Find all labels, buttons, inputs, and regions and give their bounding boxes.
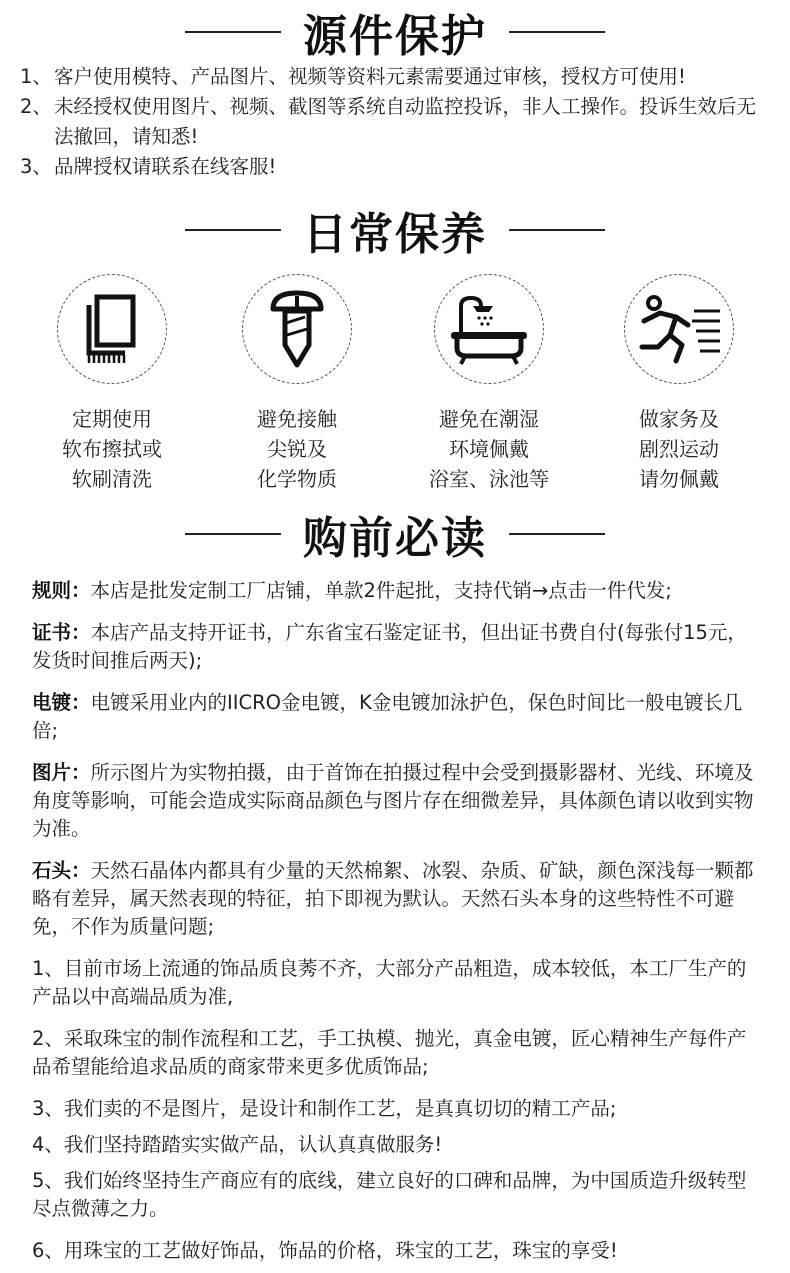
- notice-pictures: [32, 759, 762, 843]
- section-title-care: [0, 200, 790, 260]
- notice-point: 6、用珠宝的工艺做好饰品，饰品的价格，珠宝的工艺，珠宝的享受!: [32, 1239, 618, 1262]
- section-title-text: 购前必读: [303, 513, 487, 564]
- care-line: 避免接触: [257, 407, 337, 431]
- notice-point: 1、目前市场上流通的饰品质良莠不齐，大部分产品粗造，成本较低，本工厂生产的产品以中高端品质为准,: [32, 957, 747, 1008]
- care-icon-circle: [57, 274, 167, 384]
- care-line: 浴室、泳池等: [429, 467, 549, 491]
- bathtub-icon: [447, 292, 531, 366]
- running-person-icon: [634, 291, 724, 367]
- notice-text: 所示图片为实物拍摄，由于首饰在拍摄过程中会受到摄影器材、光线、环境及角度等影响，可能会造成实际商品颜色与图片存在细微差异，具体颜色请以收到实物为准。: [32, 761, 754, 840]
- care-icon-circle: [624, 274, 734, 384]
- care-line: 软布擦拭或: [62, 437, 162, 461]
- item-number: 1、: [20, 65, 52, 88]
- care-item-exercise: [594, 274, 764, 494]
- care-line: 定期使用: [72, 407, 152, 431]
- notice-label: 图片：: [32, 761, 91, 784]
- section-title-notice: [0, 504, 790, 564]
- care-line: 软刷清洗: [72, 467, 152, 491]
- item-text: 客户使用模特、产品图片、视频等资料元素需要通过审核，授权方可使用!: [54, 65, 686, 88]
- notice-text: 本店是批发定制工厂店铺，单款2件起批，支持代销→点击一件代发;: [90, 579, 672, 602]
- care-line: 剧烈运动: [639, 437, 719, 461]
- care-description: [212, 404, 382, 494]
- protection-list: [20, 62, 770, 182]
- notice-list: [32, 577, 762, 1273]
- notice-point: 3、我们卖的不是图片，是设计和制作工艺，是真真切切的精工产品;: [32, 1097, 617, 1120]
- section-title-text: 源件保护: [303, 11, 487, 62]
- notice-label: 规则：: [32, 579, 91, 602]
- notice-point: 4、我们坚持踏踏实实做产品，认认真真做服务!: [32, 1133, 443, 1156]
- notice-plating: [32, 689, 762, 745]
- title-divider-right: [509, 31, 605, 33]
- notice-rule: [32, 577, 762, 605]
- notice-point: 5、我们始终坚持生产商应有的底线，建立良好的口碑和品牌，为中国质造升级转型尽点微薄之力。: [32, 1169, 747, 1220]
- item-number: 3、: [20, 155, 52, 178]
- care-line: 尖锐及: [267, 437, 327, 461]
- care-description: [404, 404, 574, 494]
- care-description: [594, 404, 764, 494]
- item-number: 2、: [20, 95, 52, 118]
- notice-stones: [32, 857, 762, 941]
- care-line: 请勿佩戴: [639, 467, 719, 491]
- care-item-humidity: [404, 274, 574, 494]
- care-icon-circle: [242, 274, 352, 384]
- title-divider-left: [185, 31, 281, 33]
- notice-certificate: [32, 619, 762, 675]
- item-text: 未经授权使用图片、视频、截图等系统自动监控投诉，非人工操作。投诉生效后无法撤回，请知悉!: [54, 95, 757, 148]
- title-divider-left: [185, 229, 281, 231]
- care-line: 环境佩戴: [449, 437, 529, 461]
- care-icon-circle: [434, 274, 544, 384]
- notice-text: 电镀采用业内的IICRO金电镀，K金电镀加泳护色，保色时间比一般电镀长几倍;: [32, 691, 743, 742]
- title-divider-left: [185, 533, 281, 535]
- title-divider-right: [509, 229, 605, 231]
- care-line: 化学物质: [257, 467, 337, 491]
- cloth-icon: [77, 289, 147, 369]
- item-text: 品牌授权请联系在线客服!: [54, 155, 277, 178]
- section-title-protection: [0, 2, 790, 62]
- screw-icon: [267, 287, 327, 371]
- notice-text: 本店产品支持开证书，广东省宝石鉴定证书，但出证书费自付(每张付15元，发货时间推后两天);: [32, 621, 747, 672]
- notice-label: 电镀：: [32, 691, 91, 714]
- section-title-text: 日常保养: [303, 209, 487, 260]
- list-item: [20, 152, 770, 182]
- care-item-cleaning: [27, 274, 197, 494]
- care-description: [27, 404, 197, 494]
- care-line: 做家务及: [639, 407, 719, 431]
- list-item: [20, 62, 770, 92]
- care-item-sharp: [212, 274, 382, 494]
- notice-text: 天然石晶体内都具有少量的天然棉絮、冰裂、杂质、矿缺，颜色深浅每一颗都略有差异，属天然表现的特征，拍下即视为默认。天然石头本身的这些特性不可避免，不作为质量问题;: [32, 859, 754, 938]
- list-item: [20, 92, 770, 152]
- title-divider-right: [509, 533, 605, 535]
- notice-label: 证书：: [32, 621, 91, 644]
- care-line: 避免在潮湿: [439, 407, 539, 431]
- notice-label: 石头：: [32, 859, 91, 882]
- notice-point: 2、采取珠宝的制作流程和工艺，手工执模、抛光，真金电镀，匠心精神生产每件产品希望能给追求品质的商家带来更多优质饰品;: [32, 1027, 747, 1078]
